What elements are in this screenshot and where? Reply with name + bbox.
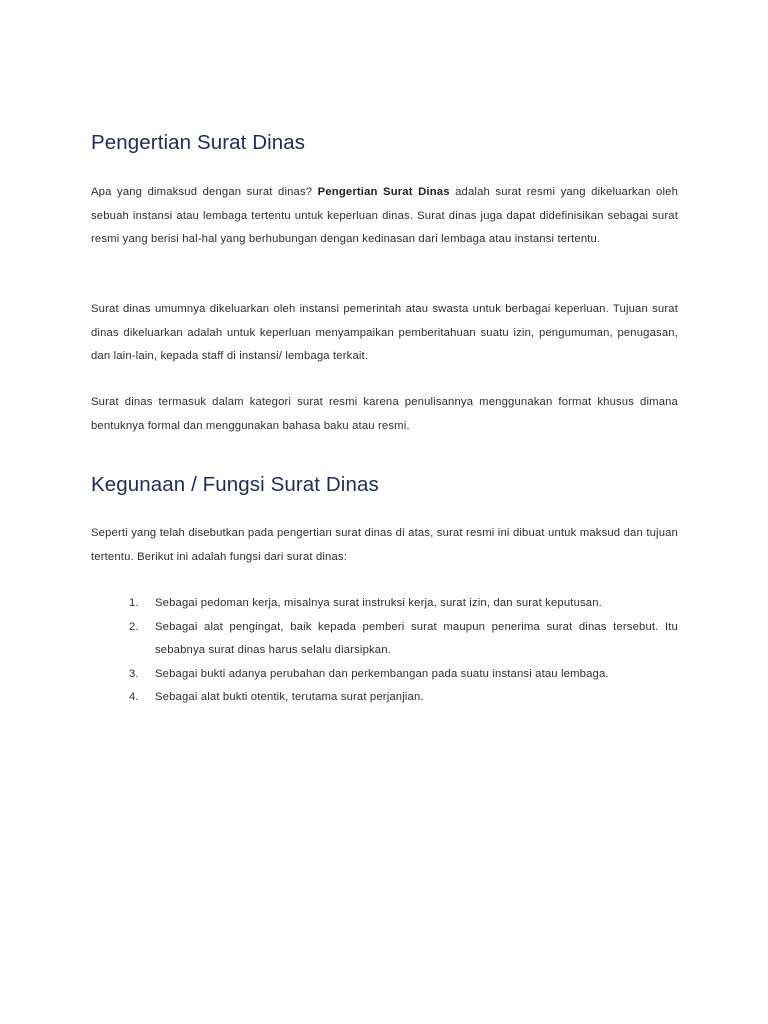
list-item <box>129 592 678 616</box>
list-item-number: 1. <box>129 597 139 609</box>
list-item-text: Sebagai alat pengingat, baik kepada pemberi surat maupun penerima surat dinas tersebut. Itu sebabnya surat dinas harus selalu diarsipkan. <box>155 620 678 656</box>
paragraph-category: Surat dinas termasuk dalam kategori surat resmi karena penulisannya menggunakan format khusus dimana bentuknya formal dan menggunakan bahasa baku atau resmi. <box>91 396 678 432</box>
list-item-number: 2. <box>129 620 139 633</box>
list-item <box>129 663 678 687</box>
list-item-number: 3. <box>129 667 139 680</box>
section-heading-kegunaan: Kegunaan / Fungsi Surat Dinas <box>91 473 379 496</box>
list-item <box>129 616 678 663</box>
list-item-text: Sebagai bukti adanya perubahan dan perkembangan pada suatu instansi atau lembaga. <box>155 667 609 680</box>
paragraph-definition-intro: Apa yang dimaksud dengan surat dinas? <box>91 186 318 198</box>
list-item <box>129 686 678 710</box>
section-heading-pengertian: Pengertian Surat Dinas <box>91 131 306 154</box>
paragraph-purpose: Surat dinas umumnya dikeluarkan oleh instansi pemerintah atau swasta untuk berbagai keperluan. Tujuan surat dinas dikeluarkan adalah untuk keperluan menyampaikan pemberitahuan suatu izin, pengumuman, penugasan, dan lain-lain, kepada staff di instansi/ lembaga terkait. <box>91 303 678 362</box>
paragraph-definition-bold-term: Pengertian Surat Dinas <box>317 186 450 198</box>
list-item-text: Sebagai pedoman kerja, misalnya surat instruksi kerja, surat izin, dan surat keputusan. <box>155 597 602 609</box>
paragraph-definition <box>91 181 678 252</box>
list-item-number: 4. <box>129 691 139 703</box>
paragraph-functions-intro: Seperti yang telah disebutkan pada pengertian surat dinas di atas, surat resmi ini dibuat untuk maksud dan tujuan tertentu. Berikut ini adalah fungsi dari surat dinas: <box>91 527 678 563</box>
list-item-text: Sebagai alat bukti otentik, terutama surat perjanjian. <box>155 691 424 703</box>
functions-list <box>129 592 678 710</box>
paragraph-definition-rest: adalah surat resmi yang dikeluarkan oleh sebuah instansi atau lembaga tertentu untuk keperluan dinas. Surat dinas juga dapat didefinisikan sebagai surat resmi yang berisi hal-hal yang berhubungan dengan kedinasan dari lembaga atau instansi tertentu. <box>91 186 678 245</box>
